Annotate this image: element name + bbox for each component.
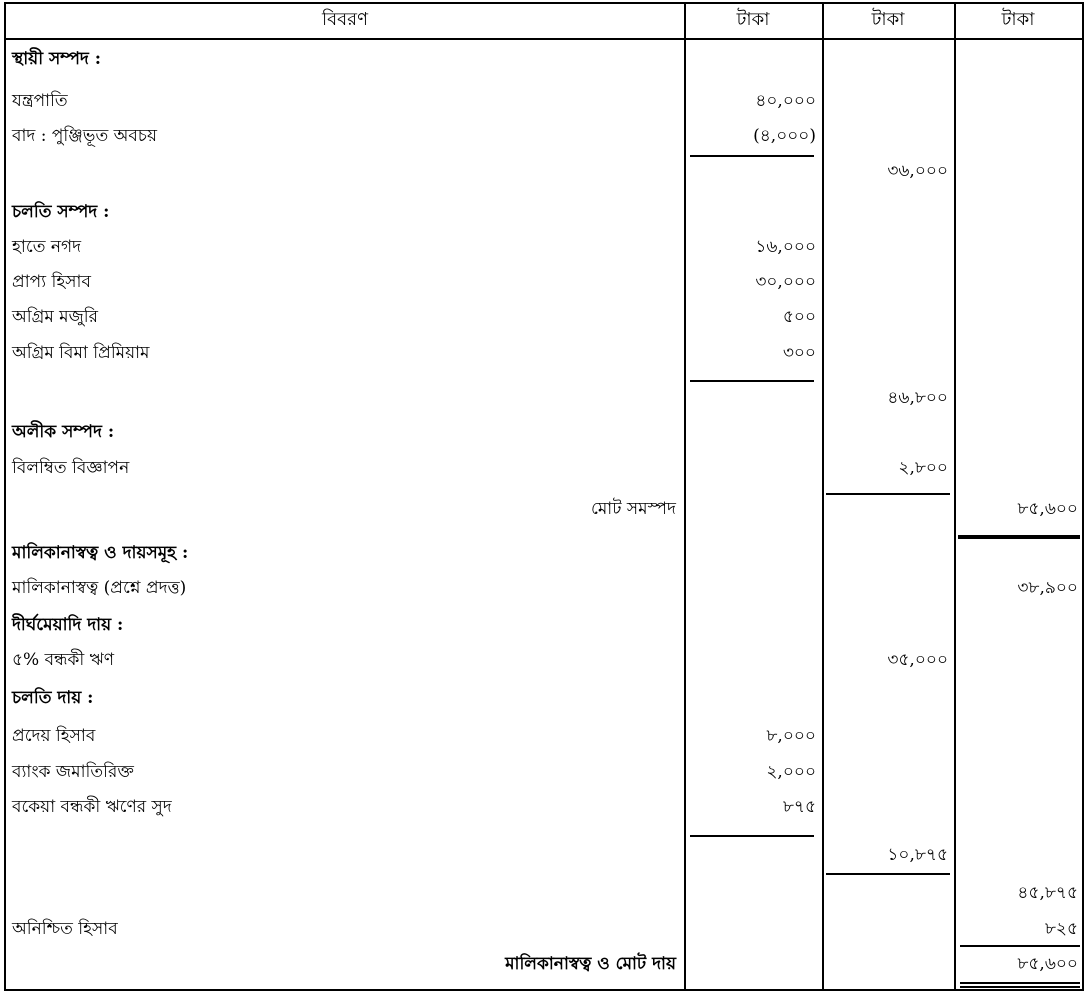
row-label: অগ্রিম বিমা প্রিমিয়াম <box>12 343 150 363</box>
column-divider <box>954 4 956 989</box>
amount-c2: ৪৬,৮০০ <box>887 388 948 408</box>
column-divider <box>684 4 686 989</box>
header-description: বিবরণ <box>322 9 368 30</box>
amount-c2: ১০,৮৭৫ <box>887 845 948 865</box>
amount-c3: ৮২৫ <box>1044 919 1078 939</box>
total-double-rule <box>958 535 1080 539</box>
header-taka-2: টাকা <box>871 9 905 30</box>
section-heading: মালিকানাস্বত্ব ও দায়সমূহ : <box>12 543 189 563</box>
amount-c3: ৩৮,৯০০ <box>1017 578 1078 598</box>
row-label: মালিকানাস্বত্ব ও মোট দায় <box>505 954 676 974</box>
amount-c2: ৩৫,০০০ <box>887 650 948 670</box>
amount-c1: ৮৭৫ <box>782 797 816 817</box>
subtotal-rule <box>826 493 950 495</box>
subtotal-rule <box>826 873 950 875</box>
column-divider <box>822 4 824 989</box>
header-divider <box>6 38 1082 40</box>
row-label: বিলম্বিত বিজ্ঞাপন <box>12 458 130 478</box>
amount-c1: ১৬,০০০ <box>755 237 816 257</box>
total-rule <box>960 945 1080 947</box>
row-label: অগ্রিম মজুরি <box>12 307 99 327</box>
row-label: হাতে নগদ <box>12 237 82 257</box>
row-label: ৫% বন্ধকী ঋণ <box>12 650 115 670</box>
header-taka-1: টাকা <box>736 9 770 30</box>
amount-c3: ৮৫,৬০০ <box>1017 499 1078 519</box>
final-double-rule <box>960 986 1080 988</box>
amount-c3: ৪৫,৮৭৫ <box>1017 883 1078 903</box>
final-double-rule <box>960 982 1080 984</box>
header-taka-3: টাকা <box>1001 9 1035 30</box>
row-label: ব্যাংক জমাতিরিক্ত <box>12 762 134 782</box>
subtotal-rule <box>690 835 814 837</box>
subtotal-rule <box>690 155 814 157</box>
amount-c1: ২,০০০ <box>766 762 816 782</box>
section-heading: স্থায়ী সম্পদ : <box>12 49 102 69</box>
row-label: প্রাপ্য হিসাব <box>12 272 91 292</box>
amount-c1: ৪০,০০০ <box>755 91 816 111</box>
amount-c1: ৩০,০০০ <box>755 272 816 292</box>
subtotal-rule <box>690 380 814 382</box>
row-label: মোট সমস্পদ <box>590 499 676 519</box>
row-label: অনিশ্চিত হিসাব <box>12 919 118 939</box>
balance-sheet-table <box>4 2 1084 991</box>
row-label: প্রদেয় হিসাব <box>12 726 96 746</box>
row-label: বকেয়া বন্ধকী ঋণের সুদ <box>12 797 172 817</box>
amount-c1: ৩০০ <box>782 343 816 363</box>
section-heading: চলতি দায় : <box>12 688 94 708</box>
amount-c1: ৮,০০০ <box>766 726 816 746</box>
amount-c1: (৪,০০০) <box>753 126 816 146</box>
amount-c2: ২,৮০০ <box>898 458 948 478</box>
section-heading: দীর্ঘমেয়াদি দায় : <box>12 615 124 635</box>
amount-c1: ৫০০ <box>782 307 816 327</box>
amount-c3: ৮৫,৬০০ <box>1017 954 1078 974</box>
section-heading: অলীক সম্পদ : <box>12 422 115 442</box>
amount-c2: ৩৬,০০০ <box>887 161 948 181</box>
row-label: মালিকানাস্বত্ব (প্রশ্নে প্রদত্ত) <box>12 578 187 598</box>
section-heading: চলতি সম্পদ : <box>12 202 110 222</box>
row-label: বাদ : পুঞ্জিভূত অবচয় <box>12 126 157 146</box>
row-label: যন্ত্রপাতি <box>12 91 68 111</box>
